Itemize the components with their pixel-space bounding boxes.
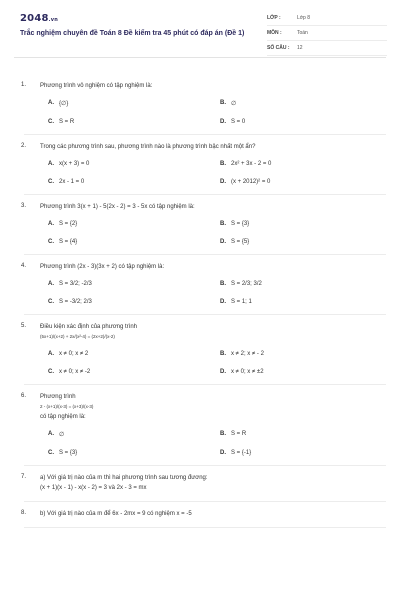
question-number: 4. <box>21 263 27 269</box>
option-letter: A. <box>48 431 54 437</box>
option-letter: A. <box>48 221 54 227</box>
option-text: S = 2/3; 3/2 <box>231 281 262 287</box>
answer-option[interactable] <box>48 100 220 107</box>
option-text: S = 1; 1 <box>231 299 252 305</box>
option-letter: C. <box>48 369 54 375</box>
option-text: x ≠ 2; x ≠ - 2 <box>231 351 264 357</box>
answer-option[interactable] <box>48 299 220 305</box>
option-text: S = R <box>59 119 75 125</box>
meta-value: Lớp 8 <box>297 15 311 21</box>
answer-option[interactable] <box>48 161 220 167</box>
question-divider <box>24 465 386 466</box>
option-text: x ≠ 0; x ≠ ±2 <box>231 369 264 375</box>
meta-row-subject <box>267 30 387 41</box>
option-letter: D. <box>220 369 226 375</box>
answer-option[interactable] <box>48 281 220 287</box>
option-text: S = {5} <box>231 239 250 245</box>
answer-option[interactable] <box>220 431 392 438</box>
option-letter: D. <box>220 239 226 245</box>
option-text: S = {3} <box>59 450 78 456</box>
question-divider <box>24 384 386 385</box>
option-text: S = R <box>231 431 247 437</box>
question-item <box>14 82 386 135</box>
question-number: 8. <box>21 510 27 516</box>
answer-option[interactable] <box>220 450 392 456</box>
answer-option[interactable] <box>48 450 220 456</box>
question-item <box>14 474 386 502</box>
question-number: 6. <box>21 393 27 399</box>
question-number: 7. <box>21 474 27 480</box>
option-text: ∅ <box>59 432 65 438</box>
meta-label: SỐ CÂU : <box>267 45 290 51</box>
option-letter: D. <box>220 450 226 456</box>
meta-label: MÔN : <box>267 30 282 36</box>
question-text: b) Với giá trị nào của m để 6x - 2mx = 9 có nghiệm x = -5 <box>40 511 192 517</box>
option-text: S = {-1} <box>231 450 252 456</box>
question-formula: (5x+1)/(x+2) + 2x/(x²-4) = (2x+2)/(x-2) <box>40 334 115 339</box>
option-letter: A. <box>48 351 54 357</box>
question-number: 2. <box>21 143 27 149</box>
meta-value: 12 <box>297 45 303 51</box>
answer-option[interactable] <box>48 239 220 245</box>
question-divider <box>24 501 386 502</box>
answer-option[interactable] <box>220 299 392 305</box>
option-text: x ≠ 0; x ≠ -2 <box>59 369 91 375</box>
option-text: S = {3} <box>231 221 250 227</box>
question-text-tail: có tập nghiệm là: <box>40 414 86 420</box>
option-letter: B. <box>220 100 226 106</box>
option-letter: C. <box>48 239 54 245</box>
option-letter: A. <box>48 281 54 287</box>
page-title: Trắc nghiệm chuyên đề Toán 8 Đề kiểm tra 45 phút có đáp án (Đề 1) <box>20 30 245 37</box>
question-number: 5. <box>21 323 27 329</box>
option-letter: B. <box>220 351 226 357</box>
meta-label: LỚP : <box>267 15 281 21</box>
question-divider <box>24 194 386 195</box>
option-letter: C. <box>48 299 54 305</box>
meta-row-count <box>267 45 387 56</box>
answer-option[interactable] <box>48 221 220 227</box>
answer-option[interactable] <box>220 179 392 185</box>
answer-option[interactable] <box>48 351 220 357</box>
option-letter: B. <box>220 281 226 287</box>
option-letter: A. <box>48 161 54 167</box>
option-text: S = {4} <box>59 239 78 245</box>
logo-suffix: .vn <box>48 17 58 23</box>
answer-option[interactable] <box>220 119 392 125</box>
logo-text: 2048 <box>20 13 49 24</box>
option-text: {∅} <box>59 101 69 107</box>
question-divider <box>24 134 386 135</box>
option-letter: D. <box>220 179 226 185</box>
answer-option[interactable] <box>220 239 392 245</box>
answer-options <box>48 431 386 456</box>
option-text: 2x² + 3x - 2 = 0 <box>231 161 272 167</box>
option-text: x(x + 3) = 0 <box>59 161 90 167</box>
question-text: a) Với giá trị nào của m thì hai phương trình sau tương đương: <box>40 475 208 481</box>
question-item <box>14 323 386 385</box>
question-divider <box>24 314 386 315</box>
question-list <box>14 58 386 528</box>
question-formula: (x + 1)(x - 1) - x(x - 2) = 3 và 2x - 3 = mx <box>40 485 147 491</box>
answer-options <box>48 100 386 125</box>
question-number: 3. <box>21 203 27 209</box>
answer-option[interactable] <box>220 351 392 357</box>
option-letter: B. <box>220 221 226 227</box>
answer-options <box>48 351 386 375</box>
option-letter: C. <box>48 119 54 125</box>
question-item <box>14 263 386 315</box>
question-item <box>14 203 386 255</box>
answer-option[interactable] <box>220 281 392 287</box>
option-text: 2x - 1 = 0 <box>59 179 85 185</box>
question-text: Phương trình <box>40 394 76 400</box>
answer-option[interactable] <box>48 369 220 375</box>
question-divider <box>24 527 386 528</box>
question-text: Điều kiện xác định của phương trình <box>40 324 138 330</box>
question-text: Phương trình (2x - 3)(3x + 2) có tập nghiệm là: <box>40 264 165 270</box>
option-text: x ≠ 0; x ≠ 2 <box>59 351 89 357</box>
meta-row-grade <box>267 15 387 26</box>
option-letter: B. <box>220 431 226 437</box>
answer-option[interactable] <box>220 221 392 227</box>
question-text: Phương trình vô nghiệm có tập nghiệm là: <box>40 83 153 89</box>
option-letter: C. <box>48 179 54 185</box>
meta-info <box>267 15 387 60</box>
option-letter: A. <box>48 100 54 106</box>
answer-option[interactable] <box>220 369 392 375</box>
question-divider <box>24 254 386 255</box>
answer-option[interactable] <box>48 119 220 125</box>
question-formula: 2 - (x+1)/(x-3) = (x+3)/(x-3) <box>40 404 94 409</box>
answer-option[interactable] <box>48 431 220 438</box>
answer-option[interactable] <box>48 179 220 185</box>
option-text: S = 0 <box>231 119 246 125</box>
option-letter: C. <box>48 450 54 456</box>
option-text: S = {2} <box>59 221 78 227</box>
question-item <box>14 393 386 466</box>
answer-options <box>48 221 386 245</box>
option-text: S = -3/2; 2/3 <box>59 299 92 305</box>
option-letter: B. <box>220 161 226 167</box>
meta-value: Toán <box>297 30 308 36</box>
option-text: (x + 2012)² = 0 <box>231 179 271 185</box>
site-logo[interactable] <box>20 13 58 24</box>
question-number: 1. <box>21 82 27 88</box>
answer-options <box>48 161 386 185</box>
option-letter: D. <box>220 119 226 125</box>
page-header <box>14 0 386 58</box>
question-text: Trong các phương trình sau, phương trình nào là phương trình bậc nhất một ẩn? <box>40 144 256 150</box>
answer-option[interactable] <box>220 161 392 167</box>
option-text: ∅ <box>231 101 237 107</box>
option-letter: D. <box>220 299 226 305</box>
option-text: S = 3/2; -2/3 <box>59 281 92 287</box>
question-item <box>14 510 386 528</box>
question-text: Phương trình 3(x + 1) - 5(2x - 2) = 3 - 5x có tập nghiệm là: <box>40 204 195 210</box>
answer-options <box>48 281 386 305</box>
answer-option[interactable] <box>220 100 392 107</box>
question-item <box>14 143 386 195</box>
